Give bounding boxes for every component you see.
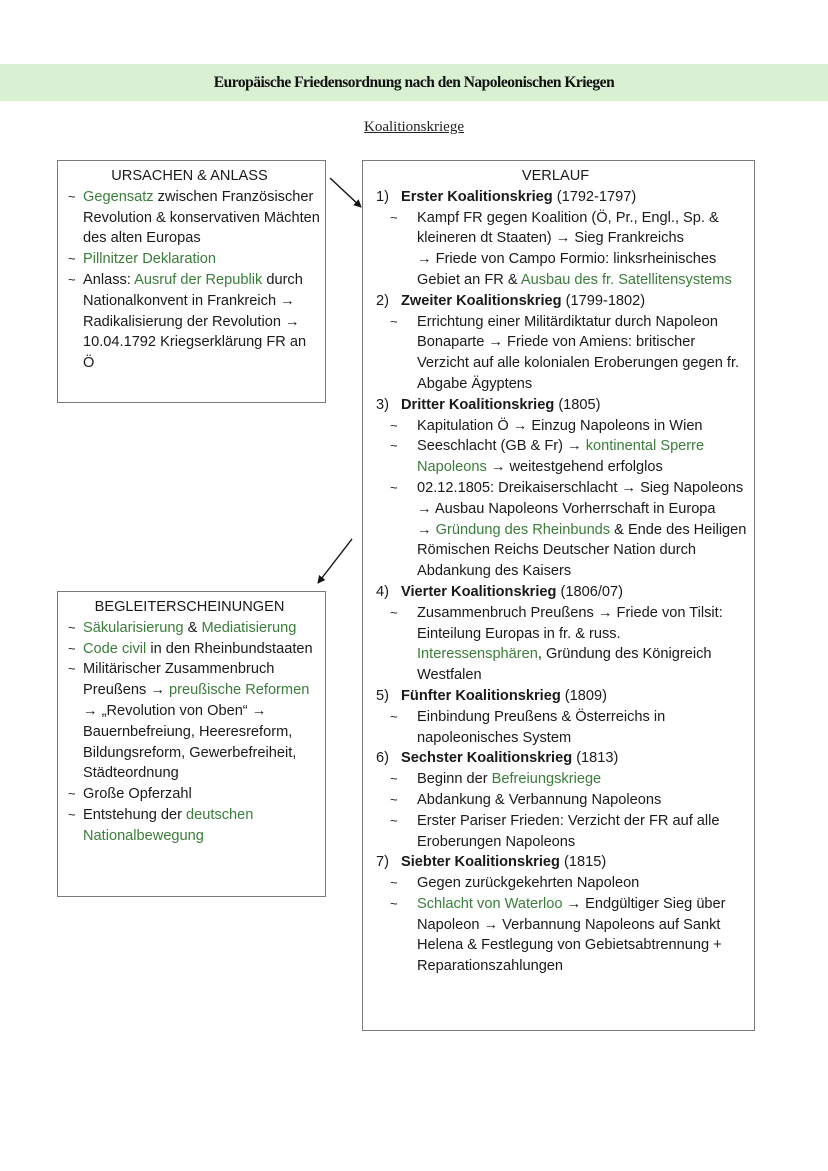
text-segment: Kapitulation Ö → Einzug Napoleons in Wien [417,417,703,434]
war-number: 3) [376,396,389,413]
war-years: (1809) [560,687,607,704]
text-segment: Große Opferzahl [83,786,192,803]
text-segment: → Endgültiger Sieg über Napoleon → Verbannung Napoleons auf Sankt Helena & Festlegung von Gebietsabtrennung + Reparationszahlungen [417,895,726,975]
text-segment: → „Revolution von Oben“ → Bauernbefreiung, Heeresreform, Bildungsreform, Gewerbefreiheit, Städteordnung [83,702,297,782]
text-segment: & [183,619,202,636]
highlighted-term: Gründung des Rheinbunds [435,521,611,538]
arrow-icon [330,178,361,207]
text-segment: Entstehung der [83,806,187,823]
text-segment: Beginn der [417,771,492,788]
war-number: 4) [376,583,389,600]
war-number: 2) [376,292,389,309]
war-name: Siebter Koalitionskrieg [401,854,560,871]
war-name: Fünfter Koalitionskrieg [401,687,561,704]
text-segment: 02.12.1805: Dreikaiserschlacht → Sieg Napoleons → Ausbau Napoleons Vorherrschaft in Europa [417,479,744,517]
verlauf-title: VERLAUF [521,168,590,184]
text-segment: durch Nationalkonvent in Frankreich → Radikalisierung der Revolution → 10.04.1792 Kriegserklärung FR an Ö [83,271,307,372]
text-segment: & Ende des Heiligen Römischen Reichs Deutscher Nation durch Abdankung des Kaisers [417,521,747,580]
war-name: Erster Koalitionskrieg [401,188,553,205]
text-segment: Zusammenbruch Preußens → Friede von Tilsit: Einteilung Europas in fr. & russ. [417,604,723,642]
highlighted-term: Befreiungskriege [491,771,602,788]
highlighted-term: Pillnitzer Deklaration [83,251,217,268]
highlighted-term: Code civil [83,640,147,657]
text-segment: zwischen Französischer Revolution & konservativen Mächten des alten Europas [83,188,320,247]
page-title: Europäische Friedensordnung nach den Napoleonischen Kriegen [213,73,615,91]
highlighted-term: Schlacht von Waterloo [417,895,563,912]
ursachen-title: URSACHEN & ANLASS [111,168,268,184]
war-years: (1806/07) [556,583,623,600]
text-segment: → weitestgehend erfolglos [486,459,663,476]
text-segment: Seeschlacht (GB & Fr) → [417,438,586,455]
text-segment: Abdankung & Verbannung Napoleons [417,791,662,808]
begleit-title: BEGLEITERSCHEINUNGEN [94,599,285,615]
war-years: (1813) [572,750,619,767]
highlighted-term: Ausbau des fr. Satellitensystems [520,271,732,288]
war-number: 5) [376,687,389,704]
war-number: 1) [376,188,389,205]
war-number: 6) [376,750,389,767]
war-years: (1799-1802) [561,292,646,309]
text-segment: Einbindung Preußens & Österreichs in napoleonisches System [417,708,666,746]
war-name: Sechster Koalitionskrieg [401,750,573,767]
war-name: Zweiter Koalitionskrieg [401,292,562,309]
war-name: Dritter Koalitionskrieg [401,396,555,413]
text-segment: Gegen zurückgekehrten Napoleon [417,875,640,892]
text-segment: → Friede von Campo Formio: linksrheinisches Gebiet an FR & [417,251,717,288]
war-years: (1805) [554,396,601,413]
highlighted-term: Mediatisierung [201,619,297,636]
war-number: 7) [376,854,389,871]
war-years: (1815) [559,854,607,871]
highlighted-term: Säkularisierung [83,619,184,636]
text-segment: Kampf FR gegen Koalition (Ö, Pr., Engl., Sp. & kleineren dt Staaten) → Sieg Frankreichs [417,209,719,247]
highlighted-term: preußische Reformen [168,682,310,699]
highlighted-term: deutschen Nationalbewegung [83,806,254,844]
arrow-icon [318,539,352,583]
highlighted-term: Gegensatz [83,188,154,205]
text-segment: Errichtung einer Militärdiktatur durch Napoleon Bonaparte → Friede von Amiens: britischer Verzicht auf alle kolonialen Eroberungen gegen fr. Abgabe Ägyptens [417,313,740,392]
highlighted-term: kontinental Sperre Napoleons [417,438,705,476]
text-segment: Militärischer Zusammenbruch Preußens → [83,661,275,699]
text-segment: , Gründung des Königreich Westfalen [417,646,712,684]
war-years: (1792-1797) [552,188,637,205]
text-segment: → [417,521,436,538]
text-segment: Erster Pariser Frieden: Verzicht der FR auf alle Eroberungen Napoleons [417,812,720,850]
section-subtitle: Koalitionskriege [364,119,464,135]
war-name: Vierter Koalitionskrieg [401,583,557,600]
text-segment: in den Rheinbundstaaten [146,640,313,657]
text-segment: Anlass: [83,271,135,288]
highlighted-term: Ausruf der Republik [134,271,263,288]
highlighted-term: Interessensphären [417,646,538,663]
